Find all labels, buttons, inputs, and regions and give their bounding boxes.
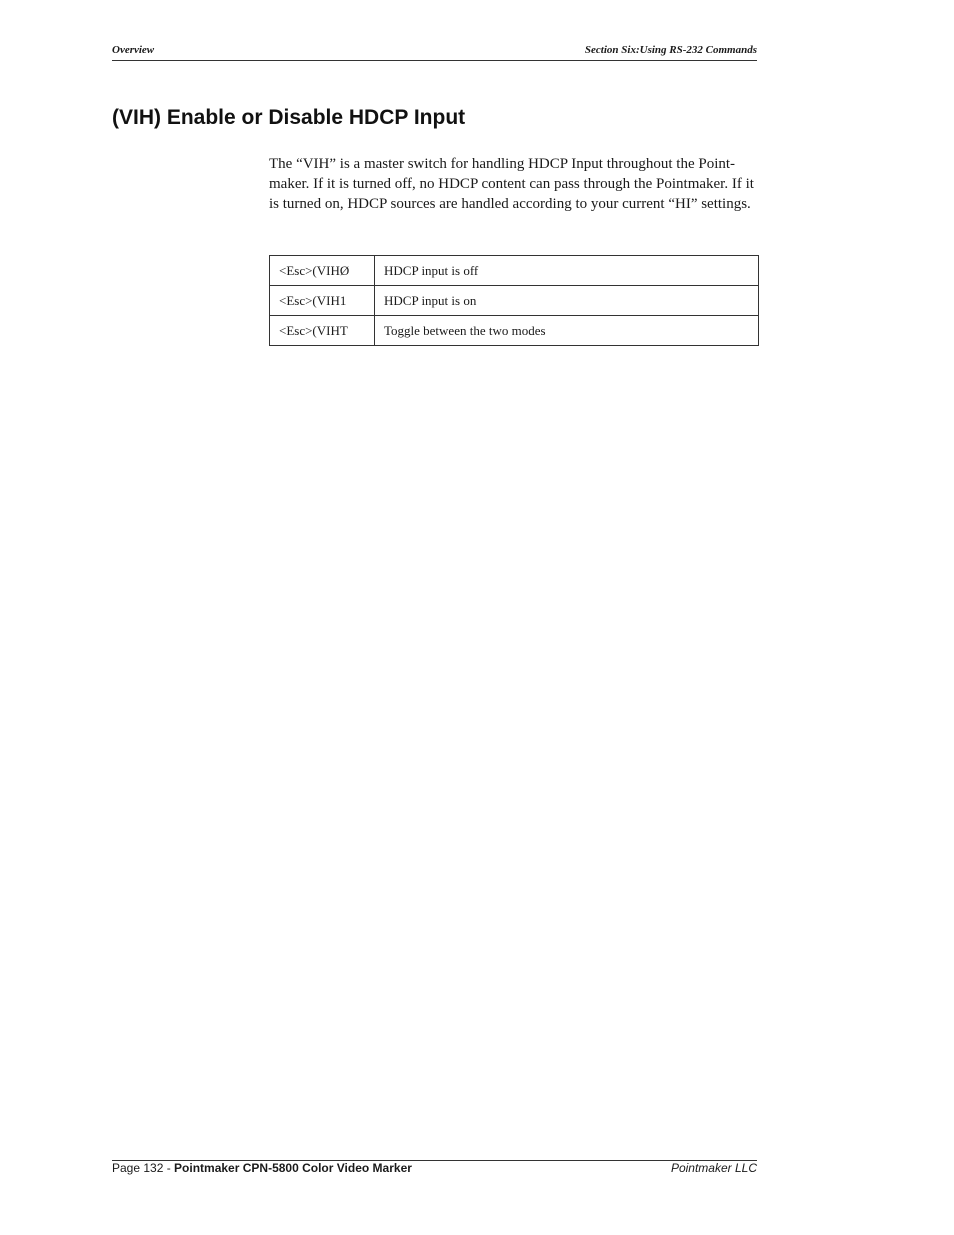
footer-company: Pointmaker LLC (670, 1161, 757, 1175)
body-paragraph: The “VIH” is a master switch for handling HDCP Input throughout the Point-maker. If it is turned off, no HDCP content can pass through the Pointmaker. If it is turned on, HDCP sources are handled according to your current “HI” settings. (269, 156, 754, 212)
description-cell: Toggle between the two modes (375, 316, 759, 346)
command-cell: <Esc>(VIH1 (270, 286, 375, 316)
description-cell: HDCP input is off (375, 256, 759, 286)
table-row (270, 286, 759, 316)
table-row (270, 316, 759, 346)
header-section-label: Overview (112, 44, 155, 56)
page-footer (112, 1160, 757, 1177)
section-title: (VIH) Enable or Disable HDCP Input (112, 106, 466, 129)
header-chapter-label: Section Six:Using RS-232 Commands (584, 44, 757, 56)
footer-page-number: Page 132 - (112, 1161, 175, 1175)
page-header (112, 44, 757, 61)
description-cell: HDCP input is on (375, 286, 759, 316)
footer-product-name: Pointmaker CPN-5800 Color Video Marker (174, 1161, 412, 1175)
command-table (269, 255, 759, 346)
command-cell: <Esc>(VIHØ (270, 256, 375, 286)
command-cell: <Esc>(VIHT (270, 316, 375, 346)
table-row (270, 256, 759, 286)
footer-page-info (112, 1161, 412, 1175)
